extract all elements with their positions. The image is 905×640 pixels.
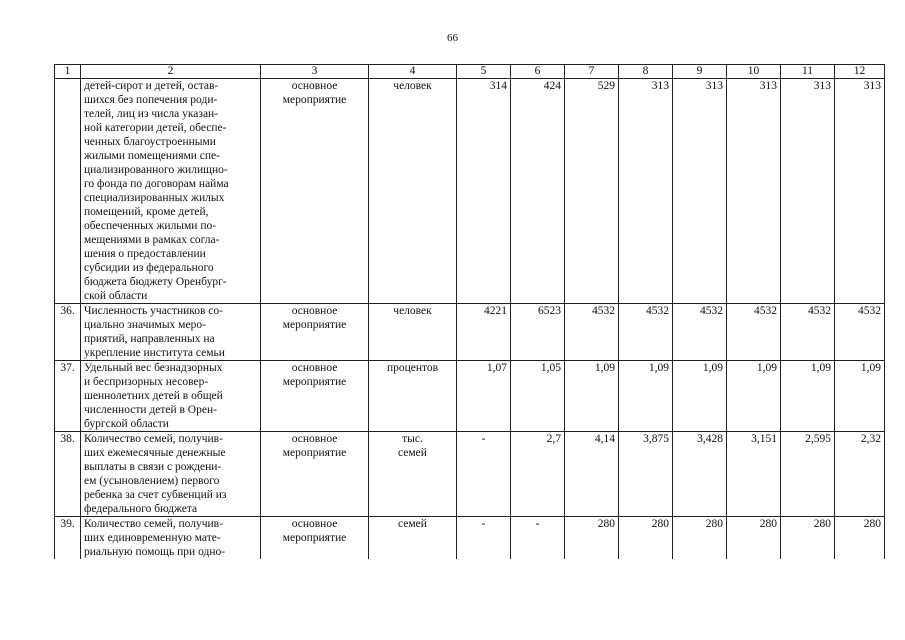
column-header: 10 [727, 65, 781, 79]
value-cell: - [511, 517, 565, 560]
indicator-name-line: ем (усыновлением) первого [84, 475, 220, 487]
column-header: 5 [457, 65, 511, 79]
page-number: 66 [447, 32, 458, 44]
indicator-name-line: субсидии из федерального [84, 262, 214, 274]
column-header: 4 [369, 65, 457, 79]
indicator-name-line: Численность участников со- [84, 305, 223, 317]
activity-type-line: основное [291, 305, 338, 317]
unit-line: процентов [386, 362, 439, 374]
unit-cell [369, 361, 457, 432]
activity-type-line: основное [291, 433, 338, 445]
row-number-cell: 36. [55, 304, 81, 361]
value-cell: 2,32 [835, 432, 885, 517]
activity-type-line: основное [291, 80, 338, 92]
column-header: 7 [565, 65, 619, 79]
indicator-name-line: ших единовременную мате- [84, 532, 221, 544]
activity-type-cell [261, 361, 369, 432]
row-number-cell: 39. [55, 517, 81, 560]
indicator-name-line: жилыми помещениями спе- [84, 150, 220, 162]
column-header: 9 [673, 65, 727, 79]
indicator-name-line: специализированных жилых [84, 192, 225, 204]
value-cell: 280 [619, 517, 673, 560]
activity-type-line: основное [291, 362, 338, 374]
activity-type-line: мероприятие [282, 447, 347, 459]
row-number-cell: 38. [55, 432, 81, 517]
value-cell: 4532 [781, 304, 835, 361]
value-cell: 1,09 [727, 361, 781, 432]
activity-type-line: основное [291, 518, 338, 530]
indicator-name-line: ших ежемесячные денежные [84, 447, 226, 459]
value-cell: 1,09 [565, 361, 619, 432]
indicator-name-cell [81, 361, 261, 432]
value-cell: 1,09 [673, 361, 727, 432]
unit-cell [369, 432, 457, 517]
unit-cell [369, 79, 457, 304]
value-cell: 314 [457, 79, 511, 304]
column-header: 1 [55, 65, 81, 79]
column-header: 12 [835, 65, 885, 79]
value-cell: 313 [781, 79, 835, 304]
value-cell: 1,09 [781, 361, 835, 432]
value-cell: 2,595 [781, 432, 835, 517]
indicator-name-line: телей, лиц из числа указан- [84, 108, 219, 120]
indicator-name-cell [81, 432, 261, 517]
value-cell: 529 [565, 79, 619, 304]
value-cell: 1,05 [511, 361, 565, 432]
value-cell: - [457, 517, 511, 560]
column-header: 8 [619, 65, 673, 79]
indicator-name-cell [81, 304, 261, 361]
value-cell: 280 [565, 517, 619, 560]
indicator-name-line: мещениями в рамках согла- [84, 234, 220, 246]
indicator-name-line: помещений, кроме детей, [84, 206, 209, 218]
column-number-row [55, 65, 885, 79]
column-header: 3 [261, 65, 369, 79]
indicator-name-line: Удельный вес безнадзорных [84, 362, 223, 374]
indicator-name-line: укрепление института семьи [84, 347, 225, 359]
activity-type-cell [261, 432, 369, 517]
value-cell: 280 [835, 517, 885, 560]
indicator-name-cell [81, 79, 261, 304]
indicator-name-line: детей-сирот и детей, остав- [84, 80, 219, 92]
indicator-name-cell [81, 517, 261, 560]
column-header: 11 [781, 65, 835, 79]
value-cell: 2,7 [511, 432, 565, 517]
column-header: 2 [81, 65, 261, 79]
value-cell: 4532 [619, 304, 673, 361]
indicator-name-line: ченных благоустроенными [84, 136, 216, 148]
value-cell: 280 [781, 517, 835, 560]
activity-type-cell [261, 517, 369, 560]
unit-cell [369, 304, 457, 361]
activity-type-cell [261, 79, 369, 304]
indicator-name-line: Количество семей, получив- [84, 518, 223, 530]
indicator-name-line: циально значимых меро- [84, 319, 206, 331]
unit-line: семей [398, 518, 427, 530]
value-cell: 3,151 [727, 432, 781, 517]
indicator-name-line: обеспеченных жилыми по- [84, 220, 217, 232]
indicator-name-line: шеннолетних детей в общей [84, 390, 223, 402]
value-cell: 280 [727, 517, 781, 560]
value-cell: 313 [835, 79, 885, 304]
value-cell: 313 [727, 79, 781, 304]
indicator-name-line: федерального бюджета [84, 503, 198, 515]
indicator-name-line: циализированного жилищно- [84, 164, 228, 176]
column-header: 6 [511, 65, 565, 79]
table-row [55, 517, 885, 560]
activity-type-line: мероприятие [282, 319, 347, 331]
activity-type-line: мероприятие [282, 94, 347, 106]
indicator-name-line: и беспризорных несовер- [84, 376, 209, 388]
indicator-name-line: шихся без попечения роди- [84, 94, 218, 106]
indicator-name-line: численности детей в Орен- [84, 404, 217, 416]
value-cell: 4221 [457, 304, 511, 361]
indicator-name-line: ской области [84, 290, 148, 302]
indicator-name-line: бургской области [84, 418, 169, 430]
indicator-name-line: Количество семей, получив- [84, 433, 223, 445]
indicators-table [54, 64, 885, 559]
value-cell: 4532 [727, 304, 781, 361]
activity-type-line: мероприятие [282, 376, 347, 388]
value-cell: 1,09 [619, 361, 673, 432]
table-row [55, 304, 885, 361]
unit-line: человек [393, 80, 432, 92]
indicator-name-line: риальную помощь при одно- [84, 546, 226, 558]
value-cell: 4532 [835, 304, 885, 361]
activity-type-cell [261, 304, 369, 361]
value-cell: 313 [619, 79, 673, 304]
table-row [55, 432, 885, 517]
indicator-name-line: приятий, направленных на [84, 333, 215, 345]
indicator-name-line: го фонда по договорам найма [84, 178, 229, 190]
table-row [55, 361, 885, 432]
value-cell: 6523 [511, 304, 565, 361]
value-cell: 424 [511, 79, 565, 304]
value-cell: 4,14 [565, 432, 619, 517]
value-cell: 280 [673, 517, 727, 560]
row-number-cell: 37. [55, 361, 81, 432]
indicator-name-line: бюджета бюджету Оренбург- [84, 276, 227, 288]
unit-cell [369, 517, 457, 560]
indicator-name-line: шения о предоставлении [84, 248, 206, 260]
unit-line: человек [393, 305, 432, 317]
value-cell: 4532 [565, 304, 619, 361]
indicator-name-line: ной категории детей, обеспе- [84, 122, 227, 134]
indicator-name-line: ребенка за счет субвенций из [84, 489, 227, 501]
unit-line: тыс. [402, 433, 423, 445]
value-cell: 4532 [673, 304, 727, 361]
value-cell: 3,428 [673, 432, 727, 517]
value-cell: 1,07 [457, 361, 511, 432]
table-row [55, 79, 885, 304]
value-cell: - [457, 432, 511, 517]
value-cell: 313 [673, 79, 727, 304]
unit-line: семей [398, 447, 427, 459]
indicator-name-line: выплаты в связи с рождени- [84, 461, 222, 473]
activity-type-line: мероприятие [282, 532, 347, 544]
row-number-cell [55, 79, 81, 304]
value-cell: 1,09 [835, 361, 885, 432]
value-cell: 3,875 [619, 432, 673, 517]
